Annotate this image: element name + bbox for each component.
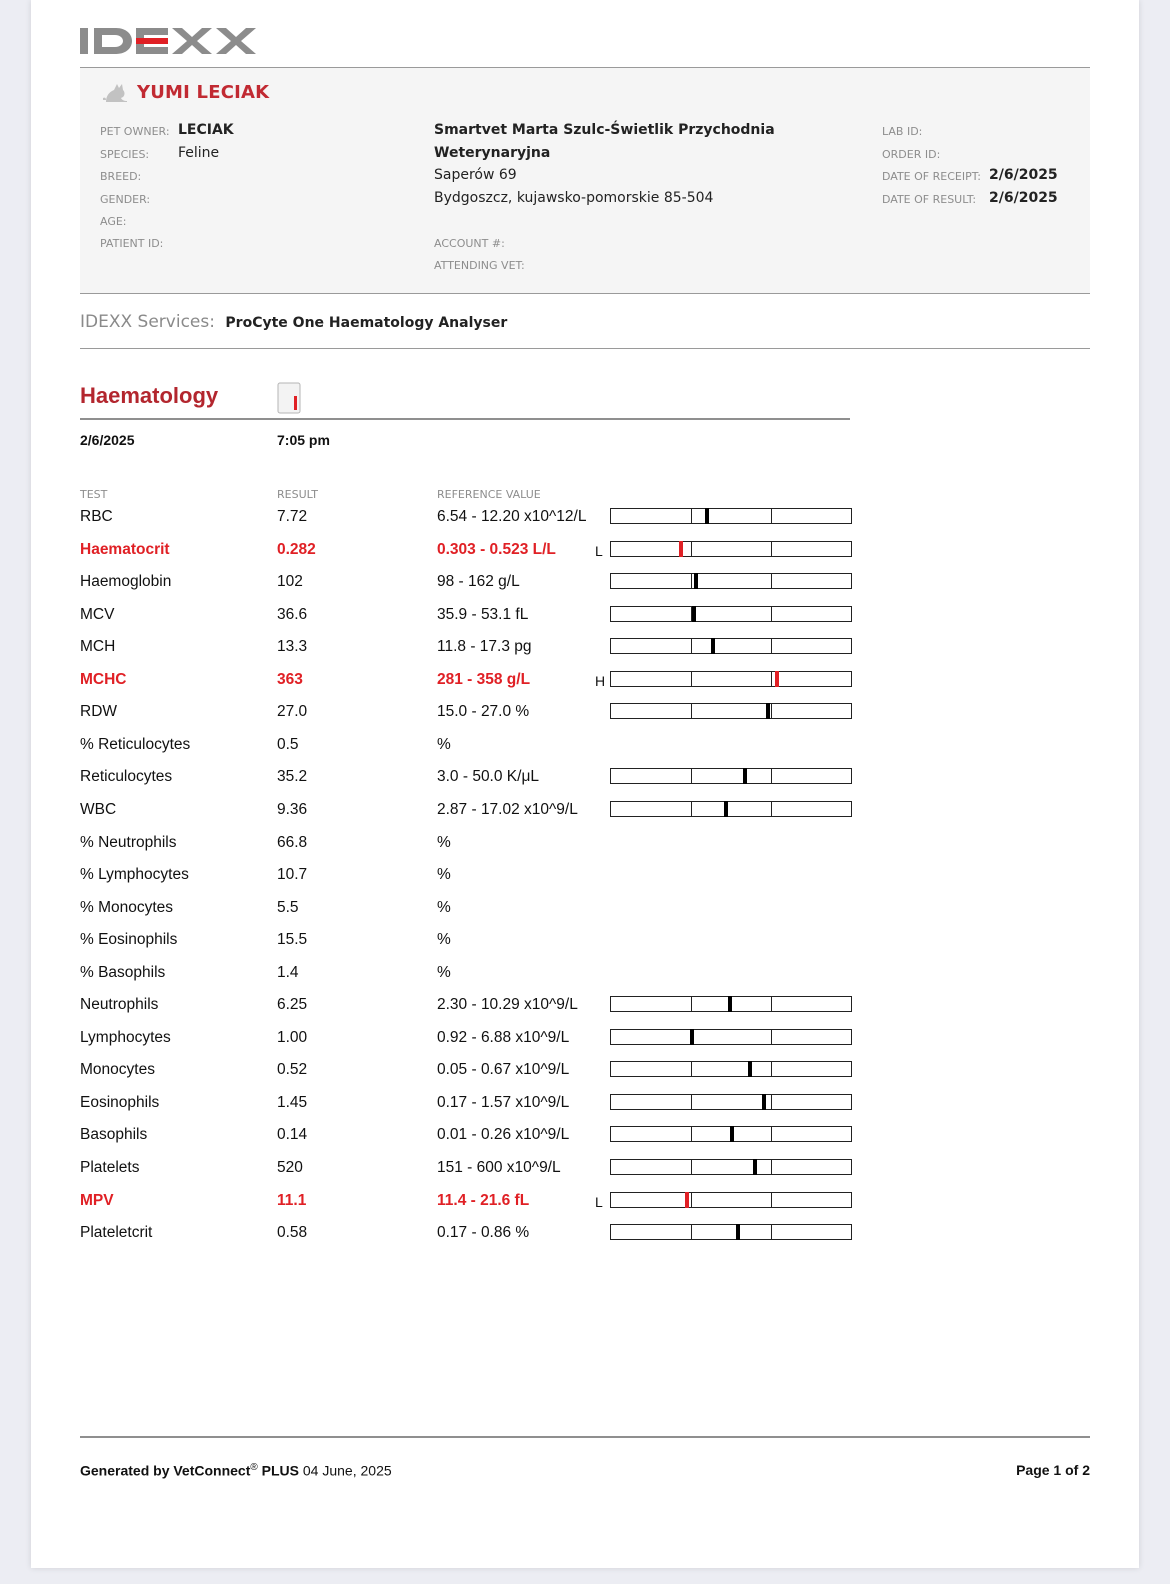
test-result: 66.8 (277, 833, 308, 851)
gauge-divider (771, 1062, 772, 1076)
reference-range: % (437, 833, 451, 851)
abnormal-flag: L (595, 542, 603, 559)
patient-name: YUMI LECIAK (137, 82, 270, 103)
range-gauge (610, 1192, 852, 1208)
gauge-divider (691, 509, 692, 523)
reference-range: 0.17 - 1.57 x10^9/L (437, 1093, 570, 1111)
test-name: % Basophils (80, 963, 166, 981)
gauge-marker (748, 1061, 752, 1077)
gauge-marker (690, 1029, 694, 1045)
test-result: 15.5 (277, 931, 308, 949)
test-result: 13.3 (277, 638, 308, 656)
gauge-divider (771, 1225, 772, 1239)
reference-range: 0.05 - 0.67 x10^9/L (437, 1061, 570, 1079)
col-header-reference: REFERENCE VALUE (437, 488, 541, 501)
gauge-divider (771, 509, 772, 523)
range-gauge (610, 671, 852, 687)
gauge-divider (691, 704, 692, 718)
breed-label: BREED: (100, 170, 142, 183)
table-row (31, 606, 1139, 638)
gauge-marker (775, 671, 779, 687)
test-result: 1.00 (277, 1028, 308, 1046)
attending-vet-label: ATTENDING VET: (434, 259, 525, 272)
reference-range: 151 - 600 x10^9/L (437, 1159, 561, 1176)
gender-label: GENDER: (100, 193, 151, 206)
gauge-divider (691, 769, 692, 783)
test-name: Haemoglobin (80, 573, 172, 591)
gauge-divider (771, 542, 772, 556)
test-result: 5.5 (277, 898, 299, 916)
idexx-logo (80, 22, 262, 60)
test-result: 0.282 (277, 540, 316, 558)
range-gauge (610, 703, 852, 719)
report-page (31, 0, 1139, 1568)
reference-range: % (437, 866, 451, 884)
test-name: MCHC (80, 670, 127, 688)
table-row (31, 1126, 1139, 1158)
range-gauge (610, 768, 852, 784)
table-row (31, 801, 1139, 833)
gauge-marker (685, 1192, 689, 1208)
date-of-receipt-value: 2/6/2025 (989, 167, 1058, 183)
table-row (31, 899, 1139, 931)
footer-generated-by: Generated by VetConnect (80, 1462, 251, 1479)
reference-range: % (437, 963, 451, 981)
gauge-divider (771, 704, 772, 718)
reference-range: 15.0 - 27.0 % (437, 703, 530, 721)
gauge-divider (691, 672, 692, 686)
gauge-divider (771, 1095, 772, 1109)
date-of-result-label: DATE OF RESULT: (882, 193, 977, 206)
patient-id-label: PATIENT ID: (100, 237, 164, 250)
footer-date: 04 June, 2025 (302, 1462, 392, 1479)
table-row (31, 638, 1139, 670)
reference-range: % (437, 898, 451, 916)
col-header-result: RESULT (277, 488, 318, 501)
order-id-label: ORDER ID: (882, 148, 941, 161)
patient-info-panel (80, 68, 1090, 294)
test-name: Neutrophils (80, 996, 159, 1014)
reference-range: 35.9 - 53.1 fL (437, 605, 529, 623)
gauge-marker (694, 573, 698, 589)
test-name: % Neutrophils (80, 833, 177, 851)
gauge-marker (762, 1094, 766, 1110)
gauge-divider (771, 769, 772, 783)
test-result: 1.4 (277, 963, 299, 981)
reference-range: 2.30 - 10.29 x10^9/L (437, 996, 578, 1014)
reference-range: 0.92 - 6.88 x10^9/L (437, 1028, 570, 1046)
services-label: IDEXX Services: (80, 312, 215, 332)
test-name: % Monocytes (80, 898, 174, 916)
range-gauge (610, 508, 852, 524)
table-row (31, 671, 1139, 703)
gauge-divider (691, 1062, 692, 1076)
gauge-marker (728, 996, 732, 1012)
gauge-divider (771, 639, 772, 653)
test-result: 9.36 (277, 800, 308, 818)
test-name: MCV (80, 605, 115, 623)
clinic-name-line2: Weterynaryjna (434, 145, 551, 161)
reference-range: % (437, 735, 451, 753)
test-result: 1.45 (277, 1093, 308, 1111)
test-result: 35.2 (277, 768, 308, 786)
date-of-result-value: 2/6/2025 (989, 190, 1058, 206)
gauge-divider (771, 997, 772, 1011)
test-result: 7.72 (277, 508, 308, 525)
run-time: 7:05 pm (277, 432, 330, 448)
test-tube-icon (277, 382, 303, 414)
section-divider (80, 418, 850, 420)
clinic-address1: Saperów 69 (434, 167, 517, 183)
gauge-divider (691, 639, 692, 653)
gauge-divider (771, 802, 772, 816)
gauge-divider (691, 1095, 692, 1109)
idexx-services (80, 312, 507, 332)
reference-range: 11.4 - 21.6 fL (437, 1191, 530, 1209)
gauge-divider (691, 1127, 692, 1141)
table-row (31, 573, 1139, 605)
table-row (31, 1192, 1139, 1224)
gauge-marker (736, 1224, 740, 1240)
gauge-divider (771, 574, 772, 588)
reference-range: 0.303 - 0.523 L/L (437, 540, 556, 558)
table-row (31, 1061, 1139, 1093)
reference-range: 98 - 162 g/L (437, 573, 520, 591)
test-name: Monocytes (80, 1061, 155, 1079)
test-name: Haematocrit (80, 540, 170, 558)
range-gauge (610, 1126, 852, 1142)
table-row (31, 866, 1139, 898)
test-result: 102 (277, 573, 303, 591)
gauge-marker (724, 801, 728, 817)
gauge-divider (771, 1193, 772, 1207)
footer-plus: PLUS (261, 1462, 299, 1479)
reference-range: 281 - 358 g/L (437, 670, 531, 688)
section-title: Haematology (80, 383, 219, 408)
table-row (31, 541, 1139, 573)
test-result: 0.52 (277, 1061, 308, 1079)
range-gauge (610, 1159, 852, 1175)
gauge-marker (692, 606, 696, 622)
gauge-marker (753, 1159, 757, 1175)
date-of-receipt-label: DATE OF RECEIPT: (882, 170, 981, 183)
test-name: Platelets (80, 1159, 140, 1176)
gauge-divider (691, 542, 692, 556)
cat-icon (100, 78, 130, 104)
gauge-divider (771, 1030, 772, 1044)
reference-range: 3.0 - 50.0 K/μL (437, 768, 539, 786)
page-number: Page 1 of 2 (1016, 1462, 1090, 1478)
range-gauge (610, 573, 852, 589)
abnormal-flag: L (595, 1193, 603, 1210)
gauge-marker (766, 703, 770, 719)
table-row (31, 996, 1139, 1028)
gauge-divider (691, 1193, 692, 1207)
table-row (31, 768, 1139, 800)
range-gauge (610, 1224, 852, 1240)
reference-range: 0.01 - 0.26 x10^9/L (437, 1126, 570, 1144)
test-name: Eosinophils (80, 1093, 160, 1111)
clinic-name-line1: Smartvet Marta Szulc-Świetlik Przychodnia (434, 122, 775, 138)
gauge-divider (771, 1127, 772, 1141)
services-divider (80, 348, 1090, 349)
table-row (31, 1094, 1139, 1126)
species-value: Feline (178, 145, 220, 161)
abnormal-flag: H (595, 672, 606, 689)
gauge-marker (711, 638, 715, 654)
table-row (31, 834, 1139, 866)
test-name: Lymphocytes (80, 1028, 171, 1046)
gauge-marker (743, 768, 747, 784)
table-row (31, 1224, 1139, 1256)
test-result: 0.14 (277, 1126, 308, 1144)
test-result: 0.5 (277, 735, 299, 753)
lab-id-label: LAB ID: (882, 125, 923, 138)
range-gauge (610, 541, 852, 557)
run-date: 2/6/2025 (80, 432, 135, 448)
gauge-divider (771, 1160, 772, 1174)
gauge-marker (730, 1126, 734, 1142)
range-gauge (610, 996, 852, 1012)
table-row (31, 508, 1139, 540)
registered-mark: ® (250, 1462, 258, 1473)
range-gauge (610, 606, 852, 622)
test-result: 363 (277, 670, 303, 688)
reference-range: % (437, 931, 451, 949)
gauge-marker (679, 541, 683, 557)
test-name: Reticulocytes (80, 768, 173, 786)
test-name: % Lymphocytes (80, 866, 189, 884)
test-result: 6.25 (277, 996, 308, 1014)
test-name: WBC (80, 800, 117, 818)
test-result: 27.0 (277, 703, 308, 721)
pet-owner-value: LECIAK (178, 122, 234, 138)
footer-generated (80, 1462, 392, 1479)
gauge-divider (771, 607, 772, 621)
table-row (31, 703, 1139, 735)
reference-range: 6.54 - 12.20 x10^12/L (437, 508, 587, 525)
reference-range: 0.17 - 0.86 % (437, 1224, 530, 1242)
range-gauge (610, 801, 852, 817)
reference-range: 2.87 - 17.02 x10^9/L (437, 800, 578, 818)
age-label: AGE: (100, 215, 127, 228)
test-name: RBC (80, 508, 113, 525)
gauge-divider (691, 1160, 692, 1174)
test-name: MPV (80, 1191, 114, 1209)
gauge-divider (691, 997, 692, 1011)
pet-owner-label: PET OWNER: (100, 125, 170, 138)
test-name: % Reticulocytes (80, 735, 191, 753)
test-name: MCH (80, 638, 116, 656)
test-name: Plateletcrit (80, 1224, 153, 1242)
gauge-divider (691, 574, 692, 588)
test-result: 36.6 (277, 605, 308, 623)
test-name: Basophils (80, 1126, 148, 1144)
account-label: ACCOUNT #: (434, 237, 505, 250)
col-header-test: TEST (80, 488, 108, 501)
table-row (31, 1159, 1139, 1191)
test-name: RDW (80, 703, 118, 721)
test-name: % Eosinophils (80, 931, 178, 949)
range-gauge (610, 1094, 852, 1110)
table-row (31, 931, 1139, 963)
range-gauge (610, 1061, 852, 1077)
species-label: SPECIES: (100, 148, 150, 161)
gauge-divider (691, 1225, 692, 1239)
services-value: ProCyte One Haematology Analyser (225, 315, 508, 331)
test-result: 10.7 (277, 866, 308, 884)
range-gauge (610, 638, 852, 654)
footer-divider (80, 1436, 1090, 1438)
clinic-address2: Bydgoszcz, kujawsko-pomorskie 85-504 (434, 190, 714, 206)
reference-range: 11.8 - 17.3 pg (437, 638, 532, 656)
range-gauge (610, 1029, 852, 1045)
gauge-divider (691, 802, 692, 816)
test-result: 11.1 (277, 1191, 307, 1209)
gauge-marker (705, 508, 709, 524)
table-row (31, 736, 1139, 768)
table-row (31, 964, 1139, 996)
test-result: 520 (277, 1159, 303, 1176)
table-row (31, 1029, 1139, 1061)
gauge-divider (771, 672, 772, 686)
test-result: 0.58 (277, 1224, 308, 1242)
